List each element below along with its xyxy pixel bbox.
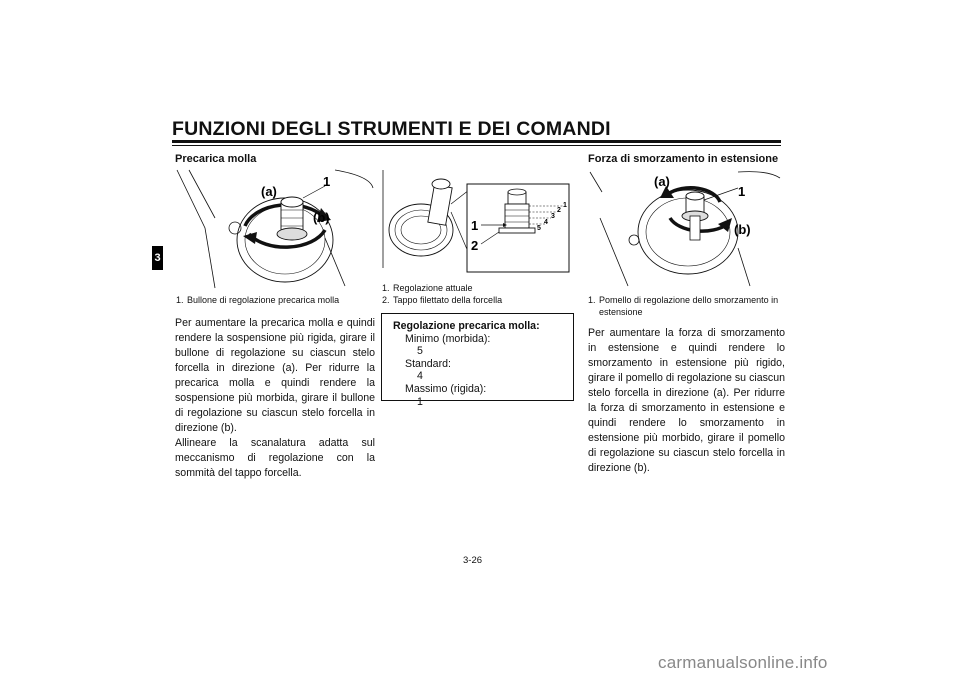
section-heading-spring-preload: Precarica molla [175, 153, 257, 165]
figure-preload-settings [381, 168, 576, 278]
caption-line: 1. Regolazione attuale [382, 283, 473, 293]
label-a: (a) [261, 184, 277, 199]
paragraph: Per aumentare la forza di smorzamento in estensione e quindi rendere lo smorzamento in estensione più rigido, girare il pomello di regolazione su ciascun stelo forcella in direzione (a). Per ridurre la forza di smorzamento in estensione e quindi rendere lo smorzamento in estensione più morbido, girare il pomello di regolazione su ciascun stelo forcella in direzione (b). [588, 327, 785, 474]
preload-settings-illustration [381, 168, 576, 278]
spec-max-label: Massimo (rigida): [405, 382, 487, 395]
spring-preload-illustration [175, 168, 375, 290]
label-1: 1 [471, 218, 479, 233]
scale-1: 1 [563, 202, 567, 209]
scale-5: 5 [537, 225, 541, 232]
page-title: FUNZIONI DEGLI STRUMENTI E DEI COMANDI [172, 118, 611, 140]
spec-max-value: 1 [417, 395, 423, 408]
spec-min-value: 5 [417, 345, 423, 358]
caption-spring-preload [176, 294, 376, 306]
label-a: (a) [654, 174, 670, 189]
label-1: 1 [323, 174, 331, 189]
caption-number: 1. [176, 295, 184, 305]
label-1: 1 [738, 184, 746, 199]
paragraph: Allineare la scanalatura adatta sul meccanismo di regolazione con la sommità del tappo forcella. [175, 437, 375, 479]
spec-title: Regolazione precarica molla: [393, 320, 540, 332]
header-rule-thick [172, 140, 781, 143]
spec-box-preload [381, 313, 574, 408]
header-rule-thin [172, 145, 781, 146]
scale-3: 3 [551, 213, 555, 220]
spec-std-label: Standard: [405, 357, 451, 370]
spec-std-value: 4 [417, 370, 423, 383]
body-text-spring-preload [175, 316, 375, 481]
scale-4: 4 [544, 219, 548, 226]
caption-rebound-damping: 1. Pomello di regolazione dello smorzamento in estensione [588, 295, 779, 317]
paragraph: Per aumentare la precarica molla e quindi rendere la sospensione più rigida, girare il bullone di regolazione su ciascun stelo forcella in direzione (a). Per ridurre la precarica molla e quindi rendere la sospensione più morbida, girare il bullone di regolazione su ciascun stelo forcella in direzione (b). [175, 317, 375, 434]
captions-preload-settings [382, 282, 577, 306]
label-b: (b) [313, 210, 330, 225]
page-number: 3-26 [463, 555, 483, 566]
label-2: 2 [471, 238, 479, 253]
figure-spring-preload [175, 168, 375, 290]
section-heading-rebound-damping: Forza di smorzamento in estensione [588, 153, 779, 165]
caption-text: Bullone di regolazione precarica molla [187, 295, 340, 305]
rebound-damping-illustration [588, 168, 783, 288]
body-text-rebound-damping [588, 326, 785, 476]
scale-2: 2 [557, 207, 561, 214]
caption-line: 2. Tappo filettato della forcella [382, 295, 503, 305]
figure-rebound-damping [588, 168, 783, 288]
watermark-text: carmanualsonline.info [658, 653, 828, 672]
chapter-tab: 3 [152, 246, 163, 270]
spec-min-label: Minimo (morbida): [405, 332, 491, 345]
label-b: (b) [734, 222, 751, 237]
